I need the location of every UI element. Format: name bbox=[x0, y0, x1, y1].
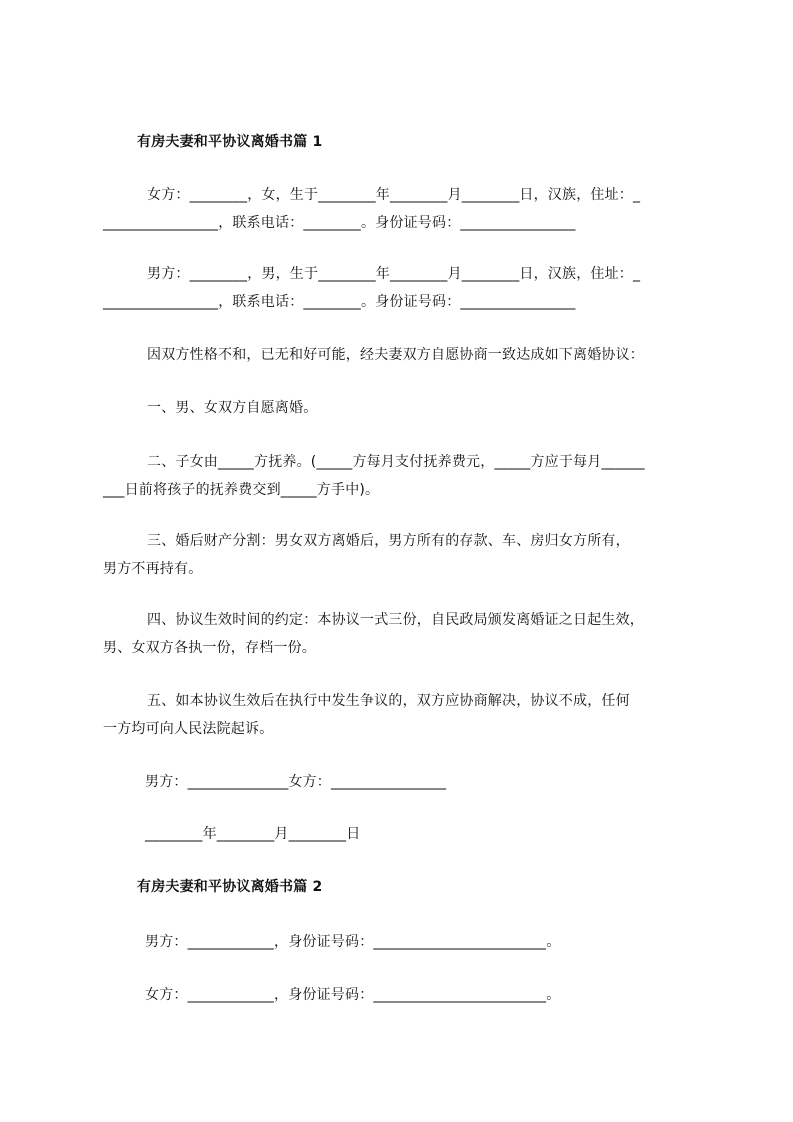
clause-1: 一、男、女双方自愿离婚。 bbox=[147, 400, 318, 416]
date-line: ________年________月________日 bbox=[145, 826, 361, 842]
section-2-title: 有房夫妻和平协议离婚书篇 2 bbox=[137, 879, 323, 895]
man-info-line-2: ________________，联系电话：________。身份证号码：________________ bbox=[103, 294, 576, 310]
agreement-intro: 因双方性格不和，已无和好可能，经夫妻双方自愿协商一致达成如下离婚协议： bbox=[147, 347, 644, 363]
woman-info-line-2: ________________，联系电话：________。身份证号码：________________ bbox=[103, 215, 576, 231]
clause-2-line-1: 二、子女由_____方抚养。(_____方每月支付抚养费元，_____方应于每月______ bbox=[147, 454, 645, 470]
clause-3-line-2: 男方不再持有。 bbox=[103, 561, 203, 577]
clause-4-line-1: 四、协议生效时间的约定：本协议一式三份，自民政局颁发离婚证之日起生效， bbox=[147, 612, 644, 628]
signature-line: 男方：______________女方：________________ bbox=[145, 774, 447, 790]
clause-5-line-2: 一方均可向人民法院起诉。 bbox=[103, 721, 274, 737]
section-1-title: 有房夫妻和平协议离婚书篇 1 bbox=[137, 134, 323, 150]
woman-id-line: 女方：____________，身份证号码：________________________。 bbox=[145, 987, 561, 1003]
woman-info-line-1: 女方：________，女，生于________年________月________日，汉族，住址：_ bbox=[147, 187, 641, 203]
clause-3-line-1: 三、婚后财产分割：男女双方离婚后，男方所有的存款、车、房归女方所有， bbox=[147, 533, 630, 549]
clause-2-line-2: ___日前将孩子的抚养费交到_____方手中)。 bbox=[103, 482, 380, 498]
clause-4-line-2: 男、女双方各执一份，存档一份。 bbox=[103, 640, 316, 656]
man-info-line-1: 男方：________，男，生于________年________月________日，汉族，住址：_ bbox=[147, 266, 641, 282]
man-id-line: 男方：____________，身份证号码：________________________。 bbox=[145, 934, 561, 950]
clause-5-line-1: 五、如本协议生效后在执行中发生争议的，双方应协商解决，协议不成，任何 bbox=[147, 693, 630, 709]
